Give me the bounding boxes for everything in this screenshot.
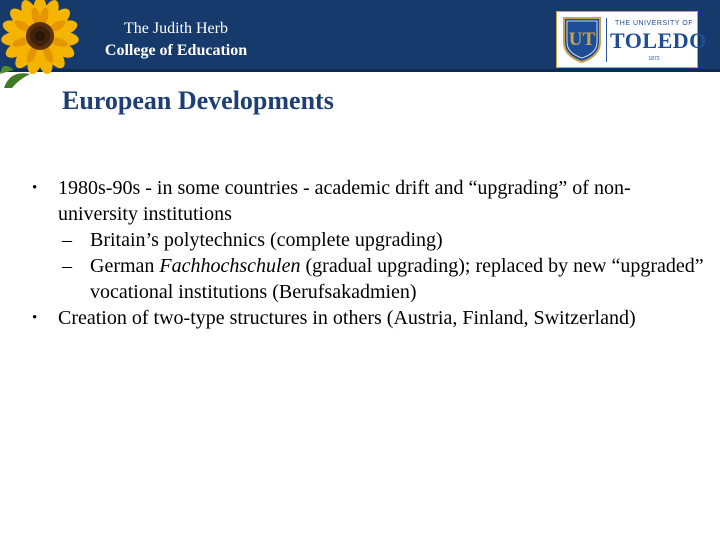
bullet-item [0,175,698,227]
bullet-marker: • [32,180,38,196]
college-name-line2: College of Education [104,42,248,59]
bullet-item [0,305,698,331]
slide-content [0,175,720,331]
bullet-text: 1980s-90s - in some countries - academic drift and “upgrading” of non-university institutions [58,177,631,225]
ut-shield-icon [562,16,602,64]
bullet-marker: • [32,310,38,326]
sub-bullet-text-before: German [90,255,160,277]
college-name-line1: The Judith Herb [124,20,228,37]
logo-divider [606,18,607,62]
ut-shield-text: UT [568,29,596,50]
sub-bullet-marker: – [62,229,72,251]
college-name [76,18,276,62]
bullet-text: Creation of two-type structures in others (Austria, Finland, Switzerland) [58,307,636,329]
logo-name: TOLEDO [610,28,707,53]
sub-bullet-item [0,253,710,305]
sub-bullet-text-after: (gradual upgrading); replaced by new “upgraded” vocational institutions (Berufsakadmien) [90,255,704,303]
sub-bullet-text: Britain’s polytechnics (complete upgrading) [90,229,443,251]
sub-bullet-text-italic: Fachhochschulen [159,255,301,277]
sub-bullet-marker: – [62,255,72,277]
university-of-toledo-logo [556,11,707,68]
logo-year: 1872 [648,56,660,62]
sub-bullet-item [0,227,710,253]
logo-top-text: THE UNIVERSITY OF [615,20,693,27]
slide-title: European Developments [62,86,334,115]
sunflower-icon [0,0,80,88]
